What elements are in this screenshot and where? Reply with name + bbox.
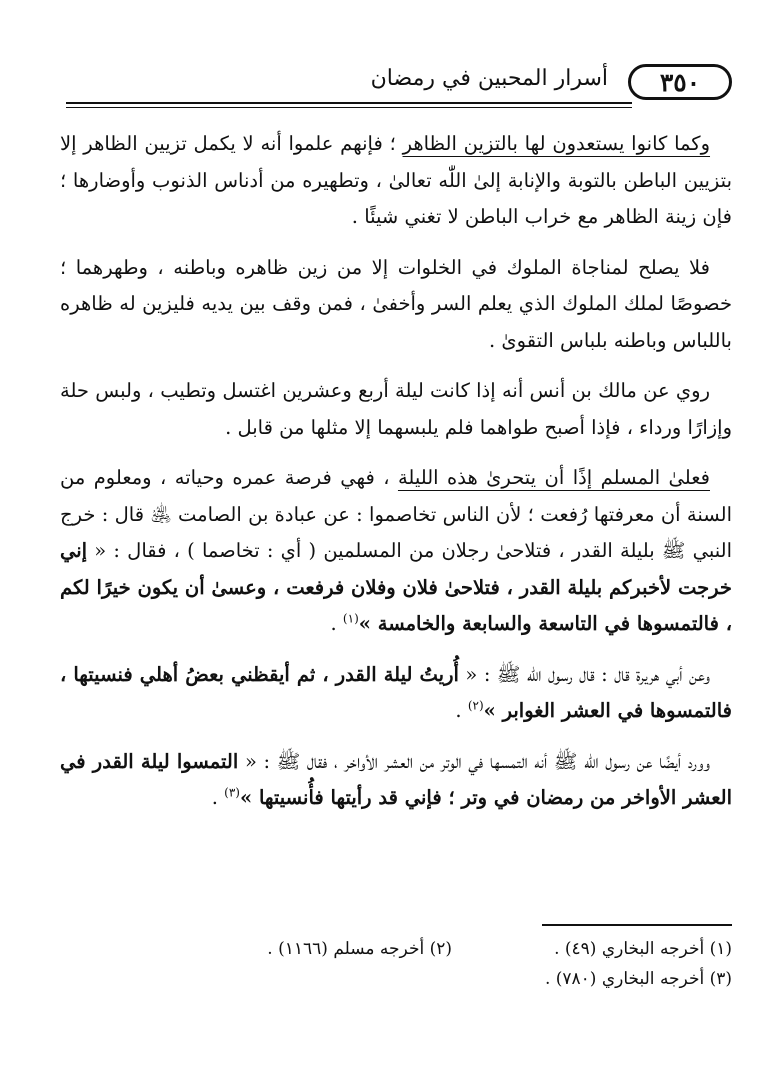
paragraph-4: [60, 460, 732, 643]
footnote-separator: [542, 924, 732, 926]
footnote-row: [60, 964, 732, 994]
hadith-quote: التمسوا ليلة القدر في العشر الأواخر من رمضان في وتر ؛ فإني قد رأيتها فأُنسيتها: [60, 749, 732, 809]
sentence-end: .: [330, 612, 343, 635]
paragraph-1: [60, 126, 732, 236]
page-header: [66, 60, 732, 104]
paragraph-text: وورد أيضًا عن رسول اللّٰه ﷺ أنه التمسها في الوتر من العشر الأواخر ، فقال ﷺ : «: [238, 749, 710, 773]
sentence-end: .: [211, 786, 225, 809]
main-text: [60, 126, 732, 831]
page-number: ٣٥٠: [628, 64, 732, 100]
underlined-phrase: وكما كانوا يستعدون لها بالتزين الظاهر: [402, 132, 711, 155]
paragraph-text: ، فهي فرصة عمره وحياته ، ومعلوم من السنة أن معرفتها رُفعت ؛ لأن الناس تخاصموا : عن عبادة بن الصامت ﵁ قال : خرج النبي ﷺ بليلة القدر ، فتلاحىٰ رجلان من المسلمين ( أي : تخاصما ) ، فقال : «: [60, 466, 732, 562]
sentence-end: .: [455, 699, 468, 722]
footnote-2: (٢) أخرجه مسلم (١١٦٦) .: [267, 939, 452, 959]
paragraph-2: فلا يصلح لمناجاة الملوك في الخلوات إلا من زين ظاهره وباطنه ، وطهرهما ؛ خصوصًا لملك الملوك الذي يعلم السر وأخفىٰ ، فمن وقف بين يديه فليزين له ظاهره باللباس وباطنه بلباس التقوىٰ .: [60, 255, 732, 352]
footnote-marker[interactable]: (٢): [467, 698, 484, 713]
header-rule-thin: [66, 107, 632, 108]
hadith-quote: إني خرجت لأخبركم بليلة القدر ، فتلاحىٰ فلان وفلان فرفعت ، وعسىٰ أن يكون خيرًا لكم ، فالتمسوها في التاسعة والسابعة والخامسة: [60, 539, 732, 635]
footnotes: [60, 934, 732, 994]
footnote-1: (١) أخرجه البخاري (٤٩) .: [554, 939, 732, 959]
running-title: أسرار المحبين في رمضان: [370, 66, 608, 91]
paragraph-3: روي عن مالك بن أنس أنه إذا كانت ليلة أربع وعشرين اغتسل وتطيب ، ولبس حلة وإزارًا ورداء ، فإذا أصبح طواهما فلم يلبسهما إلا مثلها من قابل .: [60, 379, 732, 439]
header-rule: [66, 102, 632, 104]
quote-close: »: [239, 786, 259, 809]
underlined-phrase: فعلىٰ المسلم إذًا أن يتحرىٰ هذه الليلة: [397, 466, 710, 489]
footnote-marker[interactable]: (٣): [224, 785, 240, 800]
hadith-quote: أُريتُ ليلة القدر ، ثم أيقظني بعضُ أهلي فنسيتها ، فالتمسوها في العشر الغوابر: [60, 662, 732, 722]
paragraph-text: وعن أبي هريرة قال : قال رسول اللّٰه ﷺ : «: [458, 662, 711, 686]
footnote-3: (٣) أخرجه البخاري (٧٨٠) .: [544, 969, 732, 989]
quote-close: »: [358, 612, 378, 635]
quote-close: »: [483, 699, 503, 722]
paragraph-6: [60, 744, 732, 817]
footnote-row: [60, 934, 732, 964]
paragraph-5: [60, 657, 732, 730]
paragraph-text: ؛ فإنهم علموا أنه لا يكمل تزيين الظاهر إلا بتزيين الباطن بالتوبة والإنابة إلىٰ اللّٰه تعالىٰ ، وتطهيره من أدناس الذنوب وأوضارها ؛ فإن زينة الظاهر مع خراب الباطن لا تغني شيئًا .: [60, 132, 732, 228]
footnote-marker[interactable]: (١): [342, 611, 359, 626]
